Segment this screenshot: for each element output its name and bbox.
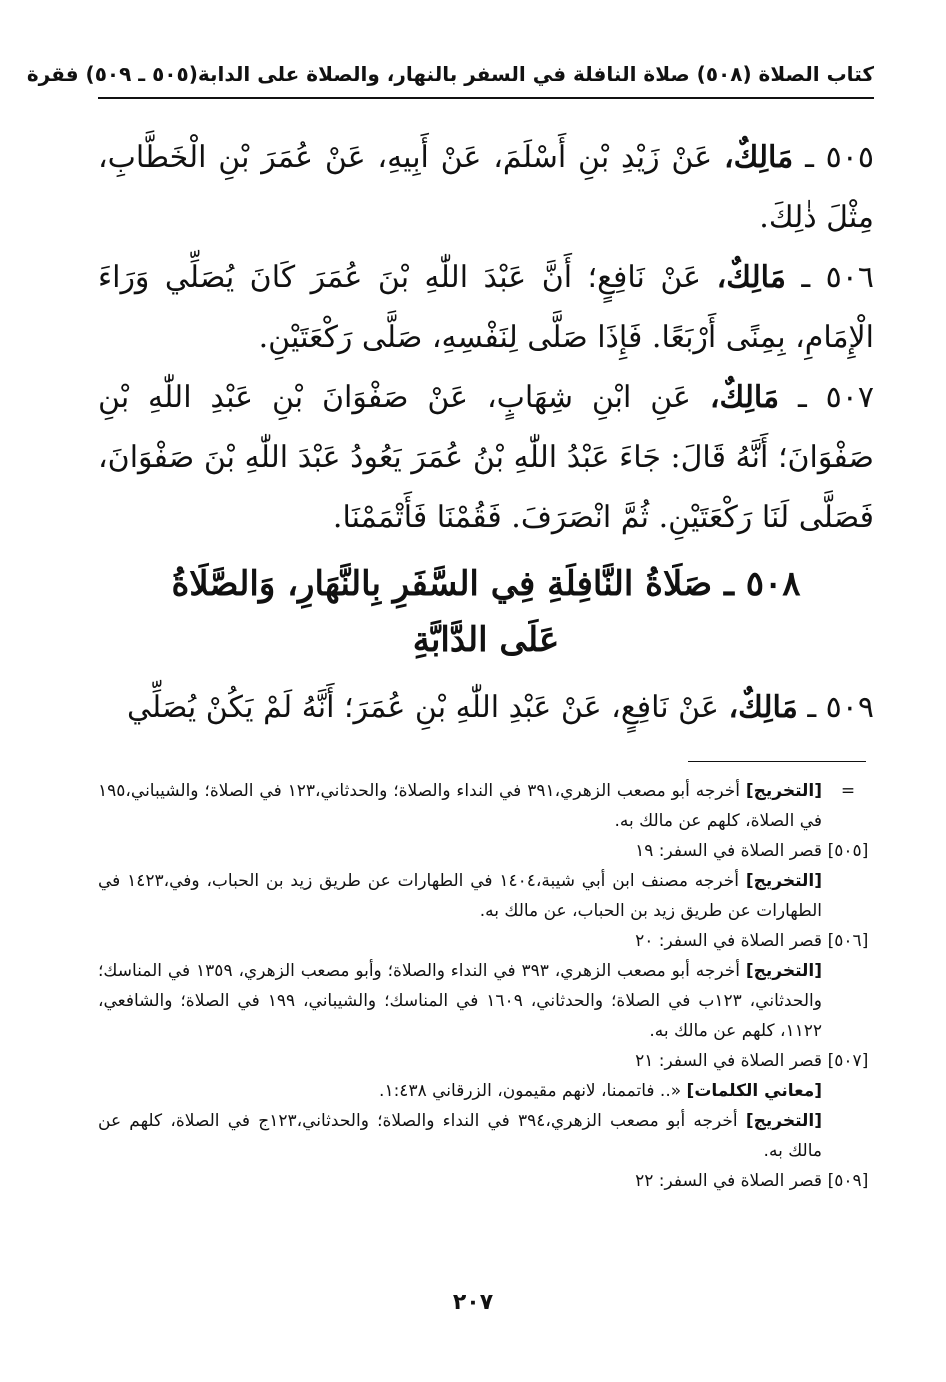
footnote-body bbox=[98, 926, 822, 1046]
hadith-text: عَنْ زَيْدِ بْنِ أَسْلَمَ، عَنْ أَبِيهِ، عَنْ عُمَرَ بْنِ الْخَطَّابِ، مِثْلَ ذٰلِكَ. bbox=[98, 140, 874, 235]
footnote-body bbox=[98, 1046, 822, 1166]
footnote-marker: [٥٠٦] bbox=[827, 931, 869, 951]
section-title-line-2: عَلَى الدَّابَّةِ bbox=[412, 620, 560, 660]
footnote-separator bbox=[688, 761, 866, 762]
takhrij-text: أخرجه مصنف ابن أبي شيبة،١٤٠٤ في الطهارات عن طريق زيد بن الحباب، وفي،١٤٢٣ في الطهارات عن طريق زيد بن الحباب، عن مالك به. bbox=[98, 871, 822, 921]
footnote-509 bbox=[98, 1166, 874, 1196]
takhrij-text: أخرجه أبو مصعب الزهري،٣٩٤ في النداء والصلاة؛ والحدثاني،١٢٣ج في الصلاة، كلهم عن مالك به. bbox=[98, 1111, 822, 1161]
footnote-marker: [٥٠٥] bbox=[827, 841, 869, 861]
takhrij-tag: [التخريج] bbox=[745, 871, 822, 891]
header-title: كتاب الصلاة (٥٠٨) صلاة النافلة في السفر بالنهار، والصلاة على الدابة bbox=[197, 62, 874, 86]
hadith-narrator: مَالِكٌ، bbox=[728, 690, 798, 725]
takhrij-text: أخرجه أبو مصعب الزهري،٣٩١ في النداء والصلاة؛ والحدثاني،١٢٣ في الصلاة؛ والشيباني،١٩٥ في الصلاة، كلهم عن مالك به. bbox=[98, 781, 822, 831]
header-range: (٥٠٥ ـ ٥٠٩) فقرة bbox=[26, 62, 198, 86]
takhrij-note bbox=[98, 776, 822, 836]
footnote-marker: [٥٠٧] bbox=[827, 1051, 869, 1071]
section-title-508 bbox=[98, 556, 874, 668]
hadith-507 bbox=[98, 368, 874, 548]
takhrij-tag: [التخريج] bbox=[745, 1111, 822, 1131]
footnote-marker: [٥٠٩] bbox=[827, 1171, 869, 1191]
footnote-reference: قصر الصلاة في السفر: ٢٠ bbox=[635, 931, 822, 951]
word-meanings-text: «.. فاتممنا، لانهم مقيمون، الزرقاني ١:٤٣٨. bbox=[379, 1081, 682, 1101]
hadith-505 bbox=[98, 128, 874, 248]
hadith-text: عَنْ نَافِعٍ؛ أَنَّ عَبْدَ اللّٰهِ بْنَ عُمَرَ كَانَ يُصَلِّي وَرَاءَ الْإِمَامِ، بِمِنًى أَرْبَعًا. فَإِذَا صَلَّى لِنَفْسِهِ، صَلَّى رَكْعَتَيْنِ. bbox=[98, 260, 874, 355]
takhrij-note bbox=[98, 866, 822, 926]
continuation-marker: = bbox=[840, 781, 856, 801]
hadith-number: ٥٠٧ ـ bbox=[798, 380, 874, 415]
footnote-continuation bbox=[98, 776, 874, 836]
hadith-narrator: مَالِكٌ، bbox=[716, 260, 786, 295]
hadith-number: ٥٠٩ ـ bbox=[807, 690, 874, 725]
hadith-narrator: مَالِكٌ، bbox=[723, 140, 794, 175]
hadith-text: عَنِ ابْنِ شِهَابٍ، عَنْ صَفْوَانَ بْنِ عَبْدِ اللّٰهِ بْنِ صَفْوَانَ؛ أَنَّهُ قَالَ: جَاءَ عَبْدُ اللّٰهِ بْنُ عُمَرَ يَعُودُ عَبْدَ اللّٰهِ بْنَ صَفْوَانَ، فَصَلَّى لَنَا رَكْعَتَيْنِ. ثُمَّ انْصَرَفَ. فَقُمْنَا فَأَتْمَمْنَا. bbox=[98, 380, 874, 535]
hadith-number: ٥٠٦ ـ bbox=[801, 260, 875, 295]
footnote-reference: قصر الصلاة في السفر: ٢٢ bbox=[635, 1171, 822, 1191]
takhrij-note bbox=[98, 1106, 822, 1166]
hadith-509 bbox=[98, 678, 874, 738]
hadith-narrator: مَالِكٌ، bbox=[709, 380, 780, 415]
footnote-506 bbox=[98, 926, 874, 1046]
running-header bbox=[26, 52, 874, 96]
hadith-text: عَنْ نَافِعٍ، عَنْ عَبْدِ اللّٰهِ بْنِ عُمَرَ؛ أَنَّهُ لَمْ يَكُنْ يُصَلِّي bbox=[126, 690, 719, 725]
footnote-507 bbox=[98, 1046, 874, 1166]
takhrij-tag: [التخريج] bbox=[745, 961, 823, 981]
footnote-505 bbox=[98, 836, 874, 926]
footnotes bbox=[98, 776, 874, 1196]
hadith-506 bbox=[98, 248, 874, 368]
footnote-body bbox=[98, 776, 822, 836]
takhrij-tag: [التخريج] bbox=[745, 781, 823, 801]
footnote-body bbox=[98, 836, 822, 926]
section-title-line-1: ٥٠٨ ـ صَلَاةُ النَّافِلَةِ فِي السَّفَرِ بِالنَّهَارِ، وَالصَّلَاةُ bbox=[171, 564, 801, 604]
word-meanings-tag: [معاني الكلمات] bbox=[686, 1081, 822, 1101]
takhrij-text: أخرجه أبو مصعب الزهري، ٣٩٣ في النداء والصلاة؛ وأبو مصعب الزهري، ١٣٥٩ في المناسك؛ والحدثاني، ١٢٣ب في الصلاة؛ والحدثاني، ١٦٠٩ في المناسك؛ والشيباني، ١٩٩ في الصلاة؛ والشافعي، ١١٢٢، كلهم عن مالك به. bbox=[98, 961, 822, 1041]
footnote-reference: قصر الصلاة في السفر: ٢١ bbox=[635, 1051, 822, 1071]
hadith-number: ٥٠٥ ـ bbox=[805, 140, 874, 175]
word-meanings-note bbox=[98, 1076, 822, 1106]
page-number: ٢٠٧ bbox=[452, 1290, 494, 1315]
footnote-body bbox=[98, 1166, 822, 1196]
header-rule bbox=[98, 97, 874, 99]
takhrij-note bbox=[98, 956, 822, 1046]
footnote-reference: قصر الصلاة في السفر: ١٩ bbox=[635, 841, 822, 861]
